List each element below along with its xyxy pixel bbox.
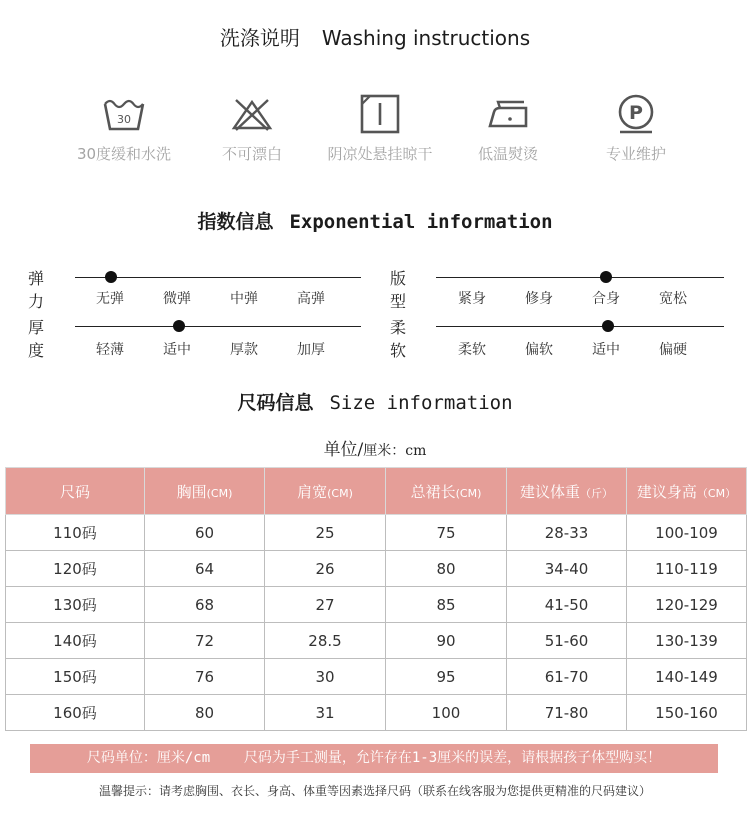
size-unit-main: 单位/ — [323, 440, 364, 460]
cell-length: 80 — [386, 551, 507, 587]
cell-height: 130-139 — [627, 623, 747, 659]
cell-size: 130码 — [6, 587, 145, 623]
wash-item-pro-care — [572, 92, 700, 162]
cell-shoulder: 28.5 — [265, 623, 386, 659]
cell-weight: 34-40 — [507, 551, 627, 587]
cell-height: 140-149 — [627, 659, 747, 695]
cell-weight: 61-70 — [507, 659, 627, 695]
wash-item-no-bleach — [188, 92, 316, 162]
index-title-en: Exponential information — [289, 211, 553, 233]
cell-size: 110码 — [6, 515, 145, 551]
scale-option: 微弹 — [163, 291, 191, 307]
cell-height: 100-109 — [627, 515, 747, 551]
no-bleach-icon — [230, 92, 274, 136]
size-title — [0, 388, 750, 415]
cell-weight: 28-33 — [507, 515, 627, 551]
cell-height: 110-119 — [627, 551, 747, 587]
scale-option: 无弹 — [96, 291, 124, 307]
cell-chest: 76 — [145, 659, 265, 695]
washing-icons-row — [60, 92, 700, 162]
scale-options — [96, 288, 364, 308]
size-table — [5, 467, 747, 731]
size-unit-sub: 厘米：cm — [363, 443, 427, 459]
washing-title-zh: 洗涤说明 — [219, 26, 300, 50]
scale-option: 适中 — [163, 342, 191, 358]
index-title-zh: 指数信息 — [197, 211, 274, 233]
wash-30-badge: 30 — [117, 113, 131, 126]
notice-banner: 尺码单位：厘米/cm 尺码为手工测量，允许存在1-3厘米的误差，请根据孩子体型购买！ — [30, 744, 718, 773]
scale-label: 版型 — [390, 269, 407, 311]
wash-item-hang-dry — [316, 92, 444, 162]
scale-options — [96, 339, 364, 359]
scale-line — [75, 277, 361, 278]
header-height: 建议身高（CM） — [627, 468, 747, 515]
scale-options — [458, 288, 726, 308]
washing-title-en: Washing instructions — [321, 26, 531, 50]
scale-option: 柔软 — [458, 342, 486, 358]
table-row — [6, 623, 747, 659]
table-row — [6, 587, 747, 623]
cell-shoulder: 27 — [265, 587, 386, 623]
professional-care-icon — [614, 92, 658, 136]
cell-chest: 80 — [145, 695, 265, 731]
scale-marker — [600, 271, 612, 283]
scale-option: 宽松 — [659, 291, 687, 307]
cell-shoulder: 31 — [265, 695, 386, 731]
wash-item-30 — [60, 92, 188, 162]
cell-length: 95 — [386, 659, 507, 695]
scale-option: 中弹 — [230, 291, 258, 307]
cell-shoulder: 25 — [265, 515, 386, 551]
size-title-zh: 尺码信息 — [237, 392, 314, 414]
cell-shoulder: 26 — [265, 551, 386, 587]
scale-option: 适中 — [592, 342, 620, 358]
scale-option: 高弹 — [297, 291, 325, 307]
cell-chest: 64 — [145, 551, 265, 587]
table-row — [6, 551, 747, 587]
scale-label: 弹力 — [28, 269, 45, 311]
scale-option: 合身 — [592, 291, 620, 307]
cell-weight: 51-60 — [507, 623, 627, 659]
wash-item-iron — [444, 92, 572, 162]
size-unit — [0, 435, 750, 460]
wash-30-icon — [102, 92, 146, 136]
cell-length: 100 — [386, 695, 507, 731]
wash-label: 阴凉处悬挂晾干 — [327, 145, 433, 163]
hang-dry-shade-icon — [358, 92, 402, 136]
wash-label: 低温熨烫 — [477, 145, 538, 163]
cell-size: 120码 — [6, 551, 145, 587]
cell-length: 85 — [386, 587, 507, 623]
size-title-en: Size information — [329, 392, 513, 414]
scale-option: 修身 — [525, 291, 553, 307]
notice-tip: 温馨提示：请考虑胸围、衣长、身高、体重等因素选择尺码（联系在线客服为您提供更精准的尺码建议） — [98, 784, 651, 798]
cell-weight: 71-80 — [507, 695, 627, 731]
header-size: 尺码 — [6, 468, 145, 515]
wash-label: 不可漂白 — [221, 145, 282, 163]
scale-option: 加厚 — [297, 342, 325, 358]
pro-care-badge: P — [629, 102, 643, 124]
scale-option: 轻薄 — [96, 342, 124, 358]
cell-height: 150-160 — [627, 695, 747, 731]
scale-option: 偏软 — [525, 342, 553, 358]
scale-marker — [173, 320, 185, 332]
scale-line — [75, 326, 361, 327]
cell-size: 140码 — [6, 623, 145, 659]
cell-chest: 60 — [145, 515, 265, 551]
header-chest: 胸围(CM) — [145, 468, 265, 515]
cell-length: 90 — [386, 623, 507, 659]
cell-chest: 68 — [145, 587, 265, 623]
wash-label: 专业维护 — [605, 145, 666, 163]
cell-size: 150码 — [6, 659, 145, 695]
scale-label: 厚度 — [28, 318, 45, 360]
scale-options — [458, 339, 726, 359]
scale-option: 紧身 — [458, 291, 486, 307]
table-row — [6, 515, 747, 551]
iron-low-icon — [486, 92, 530, 136]
cell-shoulder: 30 — [265, 659, 386, 695]
cell-size: 160码 — [6, 695, 145, 731]
scale-option: 厚款 — [230, 342, 258, 358]
header-length: 总裙长(CM) — [386, 468, 507, 515]
cell-height: 120-129 — [627, 587, 747, 623]
scale-marker — [105, 271, 117, 283]
scale-option: 偏硬 — [659, 342, 687, 358]
scale-label: 柔软 — [390, 318, 407, 360]
washing-title — [0, 22, 750, 51]
table-row — [6, 659, 747, 695]
wash-label: 30度缓和水洗 — [76, 145, 172, 163]
scale-line — [436, 277, 724, 278]
cell-length: 75 — [386, 515, 507, 551]
size-table-header — [6, 468, 747, 515]
index-title — [0, 207, 750, 234]
table-row — [6, 695, 747, 731]
cell-weight: 41-50 — [507, 587, 627, 623]
scale-marker — [602, 320, 614, 332]
scale-line — [436, 326, 724, 327]
header-shoulder: 肩宽(CM) — [265, 468, 386, 515]
cell-chest: 72 — [145, 623, 265, 659]
header-weight: 建议体重（斤） — [507, 468, 627, 515]
